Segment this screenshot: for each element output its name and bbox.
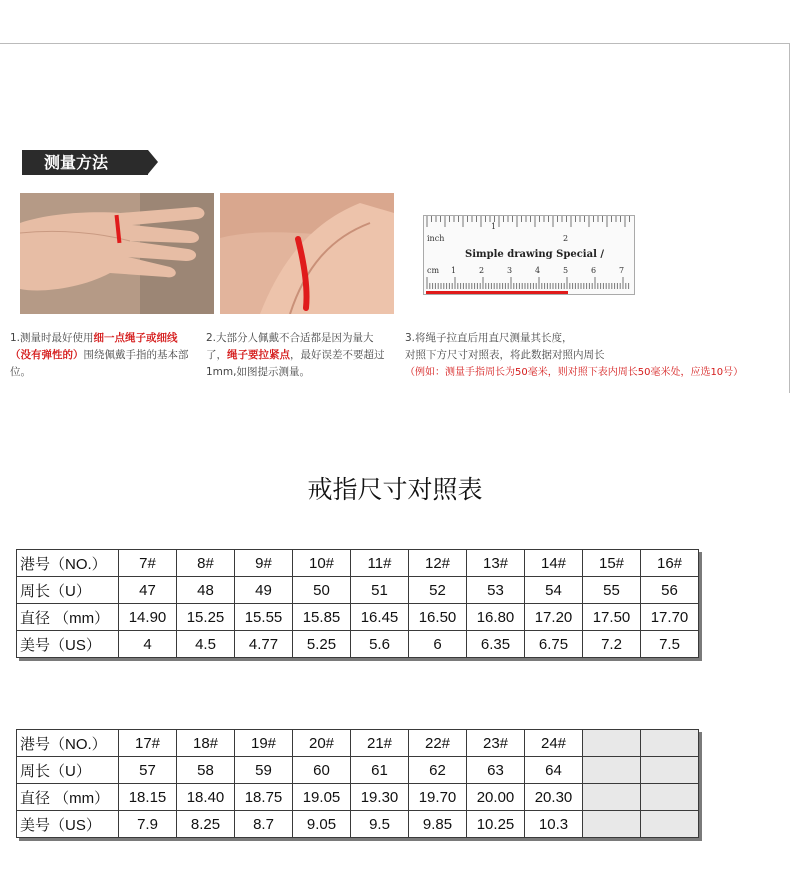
row-header: 直径 （mm） xyxy=(17,784,119,811)
row-header: 周长（U） xyxy=(17,577,119,604)
table-cell: 19.70 xyxy=(409,784,467,811)
caption-step-3: 3.将绳子拉直后用直尺测量其长度， 对照下方尺寸对照表，将此数据对照内周长 （例如：测量手指周长为50毫米，则对照下表内周长50毫米处，应选10号） xyxy=(405,332,744,378)
caption-step-1: 1.测量时最好使用细一点绳子或细线（没有弹性的）围绕佩戴手指的基本部位。 xyxy=(10,332,189,378)
row-header: 周长（U） xyxy=(17,757,119,784)
table-row xyxy=(17,631,699,658)
table-cell: 57 xyxy=(119,757,177,784)
ruler-cm-number: 4 xyxy=(535,266,541,275)
table-cell: 6.75 xyxy=(525,631,583,658)
table-cell: 48 xyxy=(177,577,235,604)
top-divider xyxy=(0,43,790,44)
ruler-cm-number: 6 xyxy=(591,266,597,275)
size-table-1 xyxy=(16,549,699,658)
size-table-2 xyxy=(16,729,699,838)
table-cell: 19.30 xyxy=(351,784,409,811)
table-cell: 21# xyxy=(351,730,409,757)
ruler-inch-number: 2 xyxy=(563,234,569,243)
table-row xyxy=(17,757,699,784)
table-cell: 6 xyxy=(409,631,467,658)
table-cell: 50 xyxy=(293,577,351,604)
ruler-banner: Simple drawing Special / xyxy=(465,249,605,260)
row-header: 港号（NO.） xyxy=(17,550,119,577)
table-cell: 47 xyxy=(119,577,177,604)
hand-photo-1 xyxy=(20,193,214,314)
ruler-cm-label: cm xyxy=(427,266,440,275)
table-cell: 16.80 xyxy=(467,604,525,631)
ruler-measure-bar xyxy=(426,291,568,294)
table-cell: 20.00 xyxy=(467,784,525,811)
ruler-inch-label: inch xyxy=(427,234,445,243)
table-cell: 62 xyxy=(409,757,467,784)
table-cell: 58 xyxy=(177,757,235,784)
table-cell: 17.50 xyxy=(583,604,641,631)
table-cell: 18# xyxy=(177,730,235,757)
table-cell: 10# xyxy=(293,550,351,577)
table-cell: 15.55 xyxy=(235,604,293,631)
table-cell: 7.2 xyxy=(583,631,641,658)
finger-closeup-photo xyxy=(220,193,394,314)
section-title: 测量方法 xyxy=(22,150,148,175)
row-header: 港号（NO.） xyxy=(17,730,119,757)
table-cell: 7.5 xyxy=(641,631,699,658)
table-cell: 63 xyxy=(467,757,525,784)
table-row xyxy=(17,784,699,811)
ruler-inch-number: 1 xyxy=(491,222,497,231)
table-cell: 20.30 xyxy=(525,784,583,811)
ruler-cm-number: 3 xyxy=(507,266,513,275)
table-cell xyxy=(641,784,699,811)
table-cell: 53 xyxy=(467,577,525,604)
table-cell xyxy=(641,757,699,784)
table-cell: 13# xyxy=(467,550,525,577)
table-cell: 18.75 xyxy=(235,784,293,811)
table-cell: 7.9 xyxy=(119,811,177,838)
table-cell: 11# xyxy=(351,550,409,577)
table-cell: 15# xyxy=(583,550,641,577)
table-cell: 15.85 xyxy=(293,604,351,631)
table-cell xyxy=(583,811,641,838)
table-cell: 5.6 xyxy=(351,631,409,658)
table-cell xyxy=(641,730,699,757)
table-cell: 10.3 xyxy=(525,811,583,838)
table-cell: 10.25 xyxy=(467,811,525,838)
table-cell: 15.25 xyxy=(177,604,235,631)
table-cell: 17.70 xyxy=(641,604,699,631)
table-cell: 7# xyxy=(119,550,177,577)
table-cell: 51 xyxy=(351,577,409,604)
table-cell: 52 xyxy=(409,577,467,604)
table-cell: 56 xyxy=(641,577,699,604)
table-cell: 16.50 xyxy=(409,604,467,631)
table-cell: 59 xyxy=(235,757,293,784)
table-cell: 22# xyxy=(409,730,467,757)
table-cell: 18.40 xyxy=(177,784,235,811)
table-cell: 9.85 xyxy=(409,811,467,838)
table-cell: 9.05 xyxy=(293,811,351,838)
table-cell xyxy=(583,784,641,811)
table-row xyxy=(17,811,699,838)
ruler-cm-number: 5 xyxy=(563,266,569,275)
table-cell: 19# xyxy=(235,730,293,757)
table-cell: 24# xyxy=(525,730,583,757)
table-cell: 16# xyxy=(641,550,699,577)
table-cell: 6.35 xyxy=(467,631,525,658)
ruler-cm-number: 2 xyxy=(479,266,485,275)
table-cell: 14# xyxy=(525,550,583,577)
table-cell: 64 xyxy=(525,757,583,784)
ruler-illustration xyxy=(423,215,635,295)
size-chart-title: 戒指尺寸对照表 xyxy=(307,475,483,504)
table-cell: 16.45 xyxy=(351,604,409,631)
table-cell: 4 xyxy=(119,631,177,658)
table-cell: 17# xyxy=(119,730,177,757)
table-cell: 20# xyxy=(293,730,351,757)
table-row xyxy=(17,550,699,577)
table-cell: 8.7 xyxy=(235,811,293,838)
table-cell: 17.20 xyxy=(525,604,583,631)
table-cell: 49 xyxy=(235,577,293,604)
row-header: 美号（US） xyxy=(17,811,119,838)
caption-step-2: 2.大部分人佩戴不合适都是因为量大了，绳子要拉紧点，最好误差不要超过1mm,如图提示测量。 xyxy=(206,332,385,378)
table-row xyxy=(17,604,699,631)
table-cell: 54 xyxy=(525,577,583,604)
table-cell: 8.25 xyxy=(177,811,235,838)
table-cell: 9.5 xyxy=(351,811,409,838)
table-row xyxy=(17,577,699,604)
table-cell: 14.90 xyxy=(119,604,177,631)
table-cell xyxy=(583,757,641,784)
table-row xyxy=(17,730,699,757)
table-cell: 5.25 xyxy=(293,631,351,658)
table-cell: 23# xyxy=(467,730,525,757)
table-cell: 9# xyxy=(235,550,293,577)
table-cell: 18.15 xyxy=(119,784,177,811)
table-cell xyxy=(641,811,699,838)
table-cell: 8# xyxy=(177,550,235,577)
row-header: 美号（US） xyxy=(17,631,119,658)
ruler-cm-number: 1 xyxy=(451,266,457,275)
table-cell xyxy=(583,730,641,757)
table-cell: 55 xyxy=(583,577,641,604)
table-cell: 4.5 xyxy=(177,631,235,658)
table-cell: 61 xyxy=(351,757,409,784)
ruler-cm-number: 7 xyxy=(619,266,625,275)
table-cell: 60 xyxy=(293,757,351,784)
row-header: 直径 （mm） xyxy=(17,604,119,631)
table-cell: 19.05 xyxy=(293,784,351,811)
table-cell: 4.77 xyxy=(235,631,293,658)
table-cell: 12# xyxy=(409,550,467,577)
